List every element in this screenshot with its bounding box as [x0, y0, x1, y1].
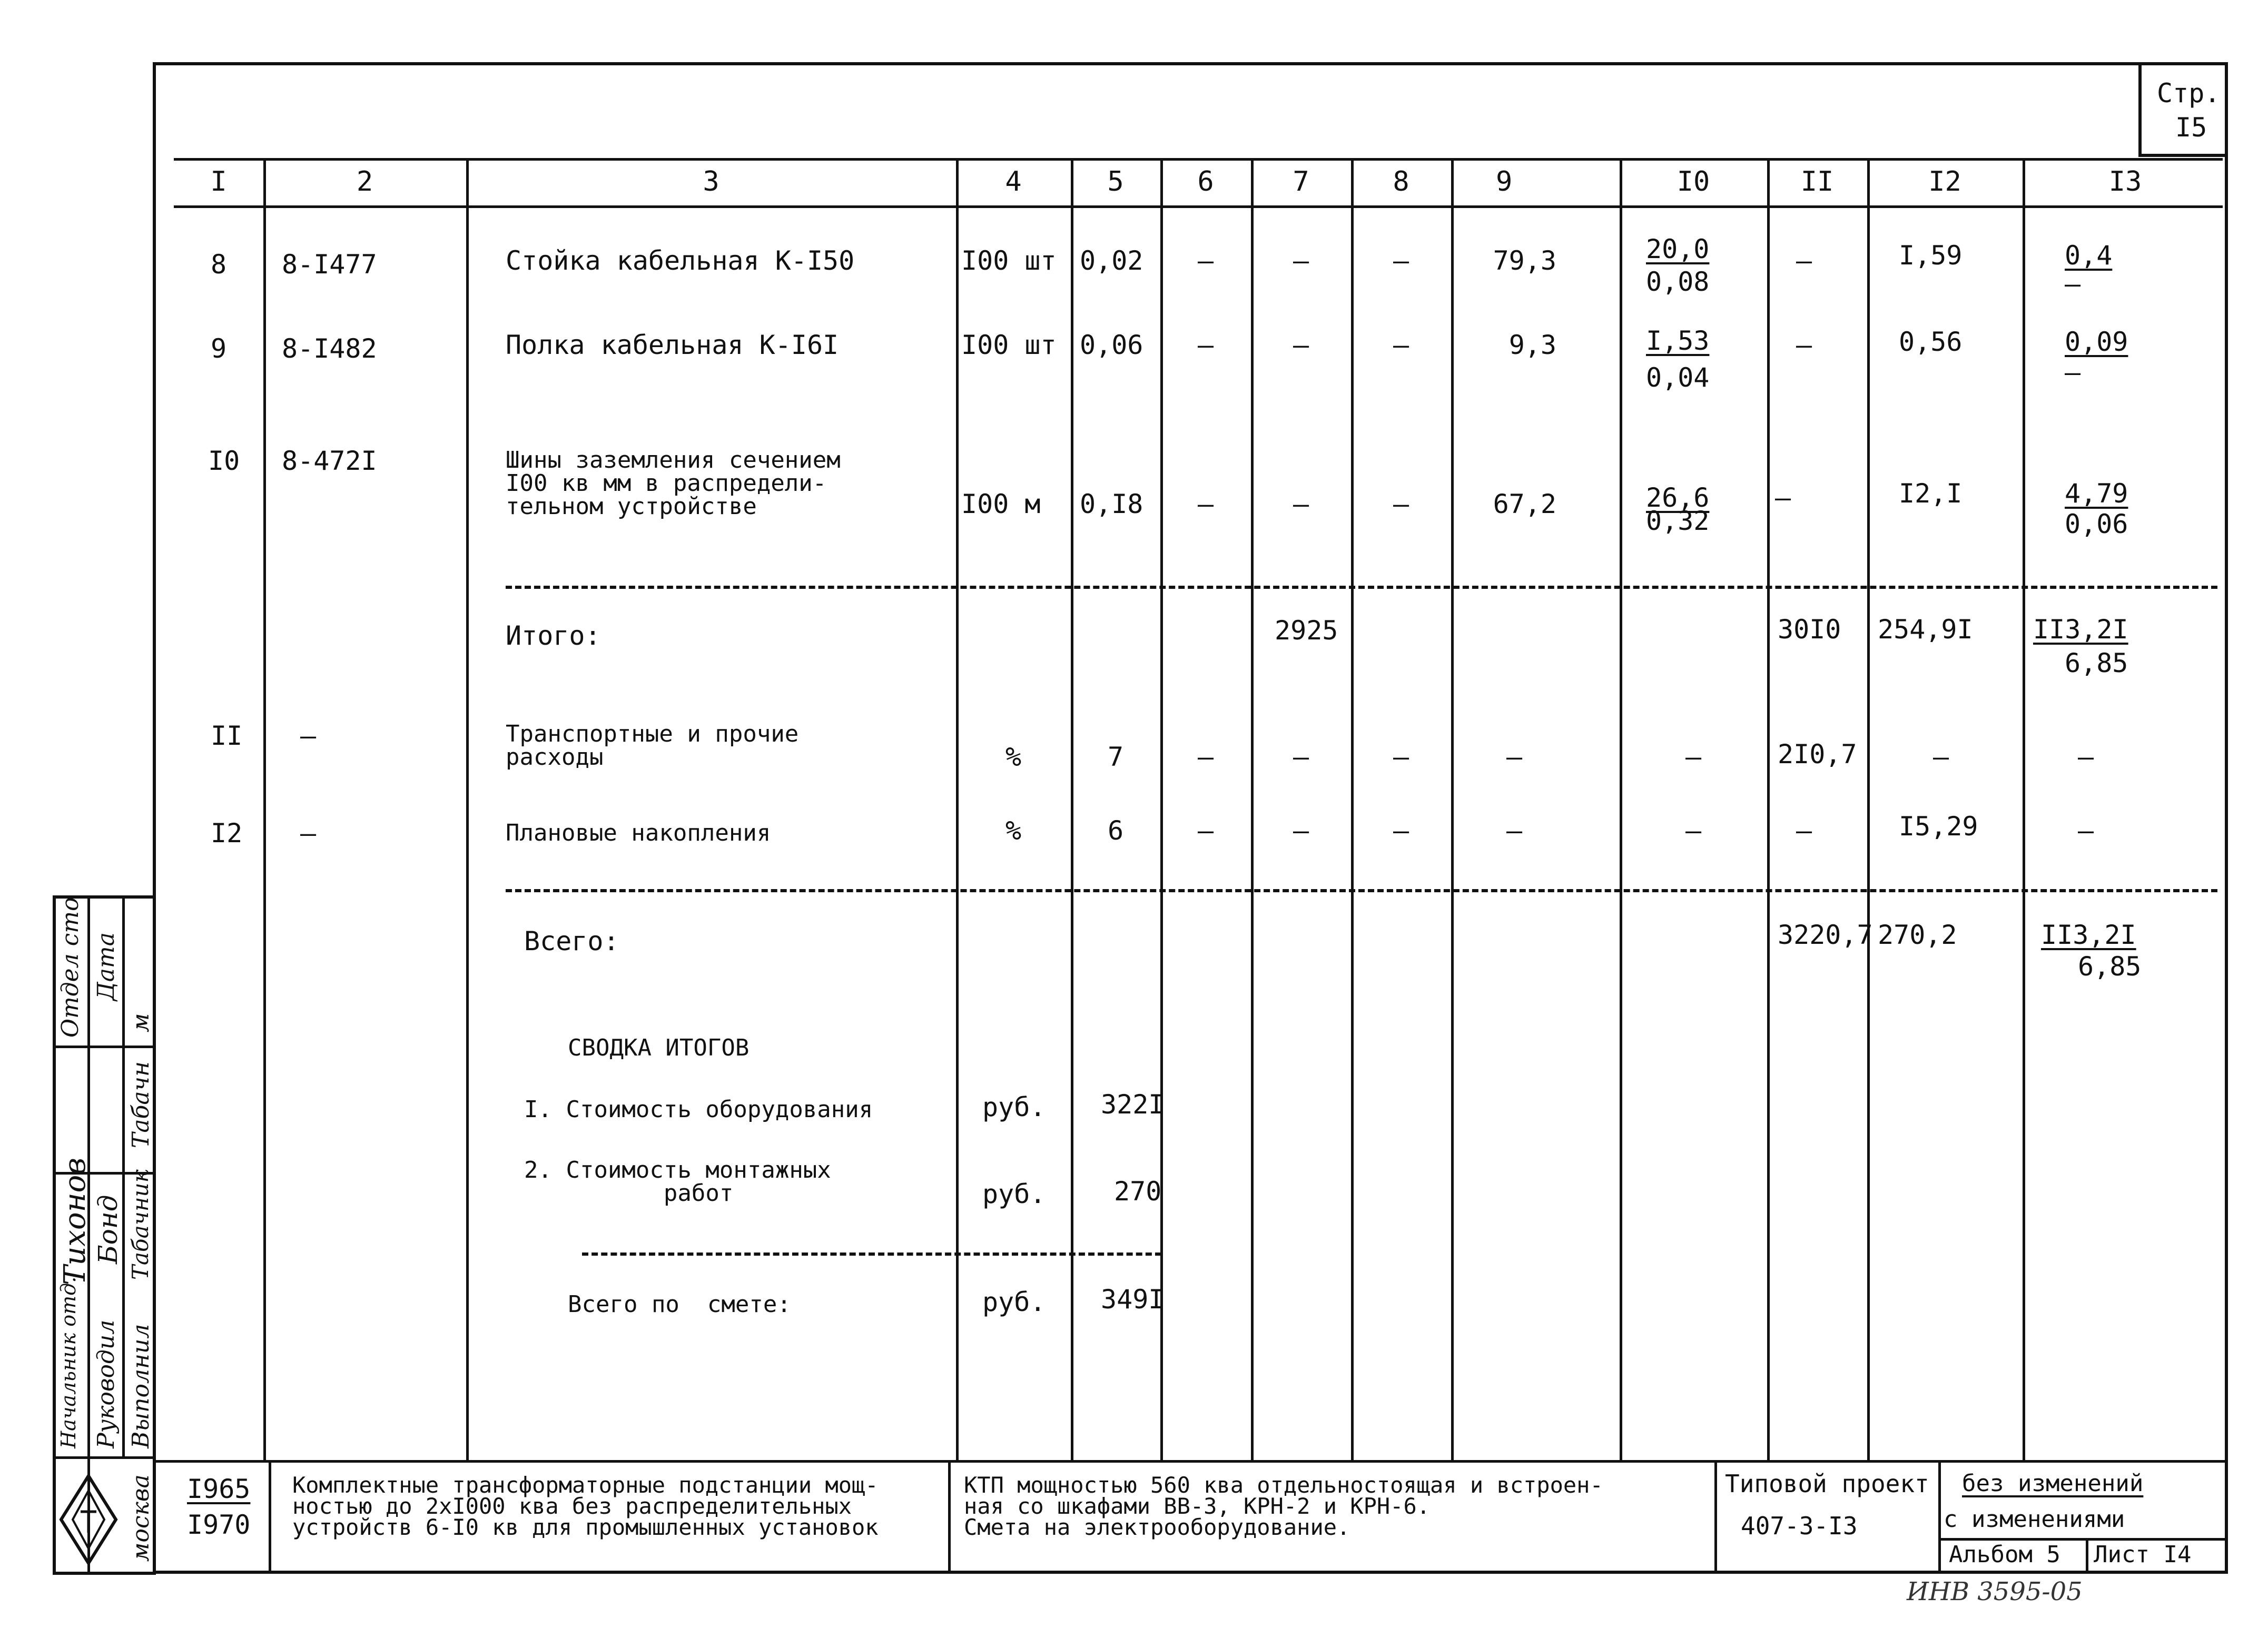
row-c9: 67,2 [1493, 489, 1556, 519]
row-c6: – [1197, 489, 1214, 519]
side-label-executor: Выполнил [127, 1324, 154, 1448]
summary-item-installation: 2. Стоимость монтажных работ [524, 1157, 831, 1207]
stamp-line-4 [1938, 1460, 1941, 1574]
col-line-4 [1071, 158, 1073, 1462]
institute-logo-icon [57, 1470, 120, 1570]
row-c8: – [1393, 330, 1409, 360]
row-name: Плановые накопления [506, 820, 771, 846]
header-bottom-line [174, 205, 2223, 208]
row-c13-top: 4,79 [2065, 478, 2128, 509]
row-c12: I,59 [1899, 240, 1963, 271]
row-c10-top: I,53 [1646, 326, 1710, 356]
row-c12: – [1932, 742, 1949, 772]
row-number: I0 [208, 446, 240, 476]
row-c13-bottom: – [2065, 357, 2081, 388]
col-header-1: I [210, 166, 227, 198]
stamp-status-unchanged: без изменений [1962, 1470, 2144, 1497]
row-c12: I2,I [1899, 478, 1963, 509]
row-c8: – [1393, 489, 1409, 519]
row-c13-bottom: – [2065, 269, 2081, 299]
row-c10: – [1685, 742, 1702, 772]
summary-total: Всего по смете: [568, 1291, 791, 1318]
stamp-year-end: I970 [187, 1510, 251, 1540]
summary-item-equipment-unit: руб. [982, 1092, 1046, 1122]
row-c10-top: 20,0 [1646, 234, 1710, 264]
row-c7: – [1293, 742, 1309, 772]
col-line-12 [2023, 158, 2025, 1462]
stamp-project-number: 407-3-I3 [1741, 1512, 1858, 1540]
row-number: 8 [211, 249, 227, 280]
row-unit: I00 шт [961, 330, 1057, 360]
row-c9: – [1506, 815, 1523, 846]
row-number: 9 [211, 333, 227, 364]
row-name: Транспортные и прочие расходы [506, 721, 799, 771]
stamp-city: москва [127, 1474, 154, 1562]
page-number-box [2138, 62, 2228, 157]
col-header-5: 5 [1107, 166, 1124, 198]
header-top-line [174, 158, 2223, 161]
row-c13: – [2077, 815, 2094, 846]
row-qty: 0,02 [1080, 245, 1143, 276]
row-c10: – [1685, 815, 1702, 846]
row-c11: – [1775, 482, 1791, 513]
summary-title: СВОДКА ИТОГОВ [568, 1034, 750, 1061]
row-number: I2 [211, 818, 243, 849]
row-c13-top: 0,09 [2065, 327, 2128, 357]
row-qty: 7 [1107, 742, 1124, 772]
row-c6: – [1197, 815, 1214, 846]
vsego-c12: 270,2 [1878, 920, 1957, 950]
itogo-c12: 254,9I [1878, 614, 1973, 645]
side-label-department: Отдел сто [57, 897, 84, 1038]
row-c10-top: 26,6 [1646, 482, 1710, 513]
stamp-album: Альбом 5 [1949, 1541, 2060, 1568]
col-line-1 [263, 158, 266, 1462]
side-label-date: Дата [93, 932, 120, 1001]
page-label: Стр. [2157, 78, 2221, 109]
summary-dashed-separator [582, 1253, 1161, 1256]
row-c7: – [1293, 330, 1309, 360]
dashed-separator [506, 586, 2217, 589]
row-c6: – [1197, 330, 1214, 360]
row-unit: I00 шт [961, 245, 1057, 276]
row-c8: – [1393, 245, 1409, 276]
signature-2: Бонд [93, 1195, 123, 1264]
row-code: 8-I482 [282, 333, 377, 364]
stamp-year-start: I965 [187, 1474, 251, 1504]
summary-item-equipment-value: 322I [1101, 1089, 1165, 1120]
stamp-description-2: КТП мощностью 560 ква отдельностоящая и встроен- ная со шкафами ВВ-3, КРН-2 и КРН-6. Смета на электрооборудование. [964, 1472, 1603, 1540]
row-c8: – [1393, 815, 1409, 846]
itogo-label: Итого: [506, 620, 601, 651]
row-c10-bottom: 0,08 [1646, 267, 1710, 297]
stamp-description-1: Комплектные трансформаторные подстанции мощ- ностью до 2хI000 ква без распределительных устройств 6-I0 кв для промышленных установок [292, 1472, 879, 1540]
vsego-c11: 3220,7 [1778, 920, 1873, 950]
stamp-status-changed: с изменениями [1944, 1506, 2125, 1533]
row-c6: – [1197, 742, 1214, 772]
row-unit: % [1005, 742, 1022, 772]
row-c12: I5,29 [1899, 811, 1978, 842]
row-qty: 0,I8 [1080, 489, 1143, 519]
itogo-c13-top: II3,2I [2033, 614, 2128, 645]
col-header-3: 3 [703, 166, 719, 198]
row-qty: 6 [1107, 815, 1124, 846]
side-line-h1 [53, 1046, 156, 1048]
signature-1: Тихонов [58, 1158, 92, 1285]
row-code: 8-472I [282, 446, 377, 476]
itogo-c7: 2925 [1275, 615, 1338, 646]
stamp-line-2 [948, 1460, 951, 1574]
dashed-separator [506, 889, 2217, 892]
row-c7: – [1293, 489, 1309, 519]
itogo-c11: 30I0 [1778, 614, 1841, 645]
row-code: – [300, 721, 317, 751]
col-header-2: 2 [356, 166, 373, 198]
col-line-3 [956, 158, 959, 1462]
col-header-4: 4 [1005, 166, 1022, 198]
side-line-2 [122, 895, 125, 1456]
row-name: Стойка кабельная К-I50 [506, 245, 855, 276]
row-c11: – [1796, 330, 1812, 360]
signature-date: Табачн [127, 1061, 154, 1148]
summary-total-value: 349I [1101, 1284, 1165, 1315]
row-qty: 0,06 [1080, 330, 1143, 360]
stamp-line-1 [269, 1460, 271, 1574]
row-c6: – [1197, 245, 1214, 276]
col-line-2 [466, 158, 469, 1462]
row-c9: 9,3 [1508, 330, 1556, 360]
stamp-line-3 [1714, 1460, 1717, 1574]
page-number: I5 [2175, 112, 2207, 143]
side-label-m: м [127, 1013, 154, 1032]
vsego-c13-bottom: 6,85 [2078, 951, 2142, 982]
side-label-head: Начальник отд. [57, 1276, 80, 1448]
row-unit: % [1005, 815, 1022, 846]
col-header-10: I0 [1677, 166, 1710, 198]
row-c9: – [1506, 742, 1523, 772]
vsego-c13-top: II3,2I [2041, 920, 2136, 950]
col-header-8: 8 [1393, 166, 1409, 198]
row-c11: 2I0,7 [1778, 739, 1857, 770]
row-code: – [300, 818, 317, 849]
row-code: 8-I477 [282, 249, 377, 280]
itogo-c13-bottom: 6,85 [2065, 648, 2128, 678]
col-header-12: I2 [1928, 166, 1961, 198]
row-c13-top: 0,4 [2065, 240, 2113, 271]
col-header-9: 9 [1496, 166, 1513, 198]
col-header-6: 6 [1197, 166, 1214, 198]
stamp-project-label: Типовой проект [1725, 1470, 1929, 1498]
row-name: Шины заземления сечением I00 кв мм в распредели- тельном устройстве [506, 447, 841, 520]
col-line-11 [1867, 158, 1870, 1462]
stamp-top-line [153, 1460, 2228, 1463]
side-label-supervisor: Руководил [93, 1319, 120, 1448]
col-header-11: II [1800, 166, 1834, 198]
stamp-sheet: Лист I4 [2094, 1541, 2192, 1568]
vsego-label: Всего: [524, 926, 619, 956]
summary-total-unit: руб. [982, 1287, 1046, 1317]
row-c12: 0,56 [1899, 327, 1963, 357]
row-c7: – [1293, 245, 1309, 276]
row-unit: I00 м [961, 489, 1041, 519]
side-line-h3 [53, 1456, 156, 1459]
col-header-7: 7 [1293, 166, 1309, 198]
col-line-9 [1620, 158, 1622, 1462]
stamp-album-divider [2086, 1538, 2088, 1574]
summary-item-installation-unit: руб. [982, 1179, 1046, 1209]
row-c13-bottom: 0,06 [2065, 509, 2128, 539]
row-c11: – [1796, 245, 1812, 276]
col-header-13: I3 [2108, 166, 2142, 198]
signature-3: Табачник [127, 1169, 153, 1280]
row-c11: – [1796, 815, 1812, 846]
inventory-number: ИНВ 3595-05 [1907, 1577, 2083, 1606]
row-name: Полка кабельная К-I6I [506, 330, 839, 360]
row-c10-bottom: 0,04 [1646, 362, 1710, 393]
row-number: II [211, 721, 243, 751]
summary-item-installation-value: 270 [1114, 1176, 1162, 1207]
row-c9: 79,3 [1493, 245, 1556, 276]
row-c7: – [1293, 815, 1309, 846]
summary-item-equipment: I. Стоимость оборудования [524, 1096, 873, 1123]
row-c8: – [1393, 742, 1409, 772]
row-c10-bottom: 0,32 [1646, 506, 1710, 536]
row-c13: – [2077, 742, 2094, 772]
